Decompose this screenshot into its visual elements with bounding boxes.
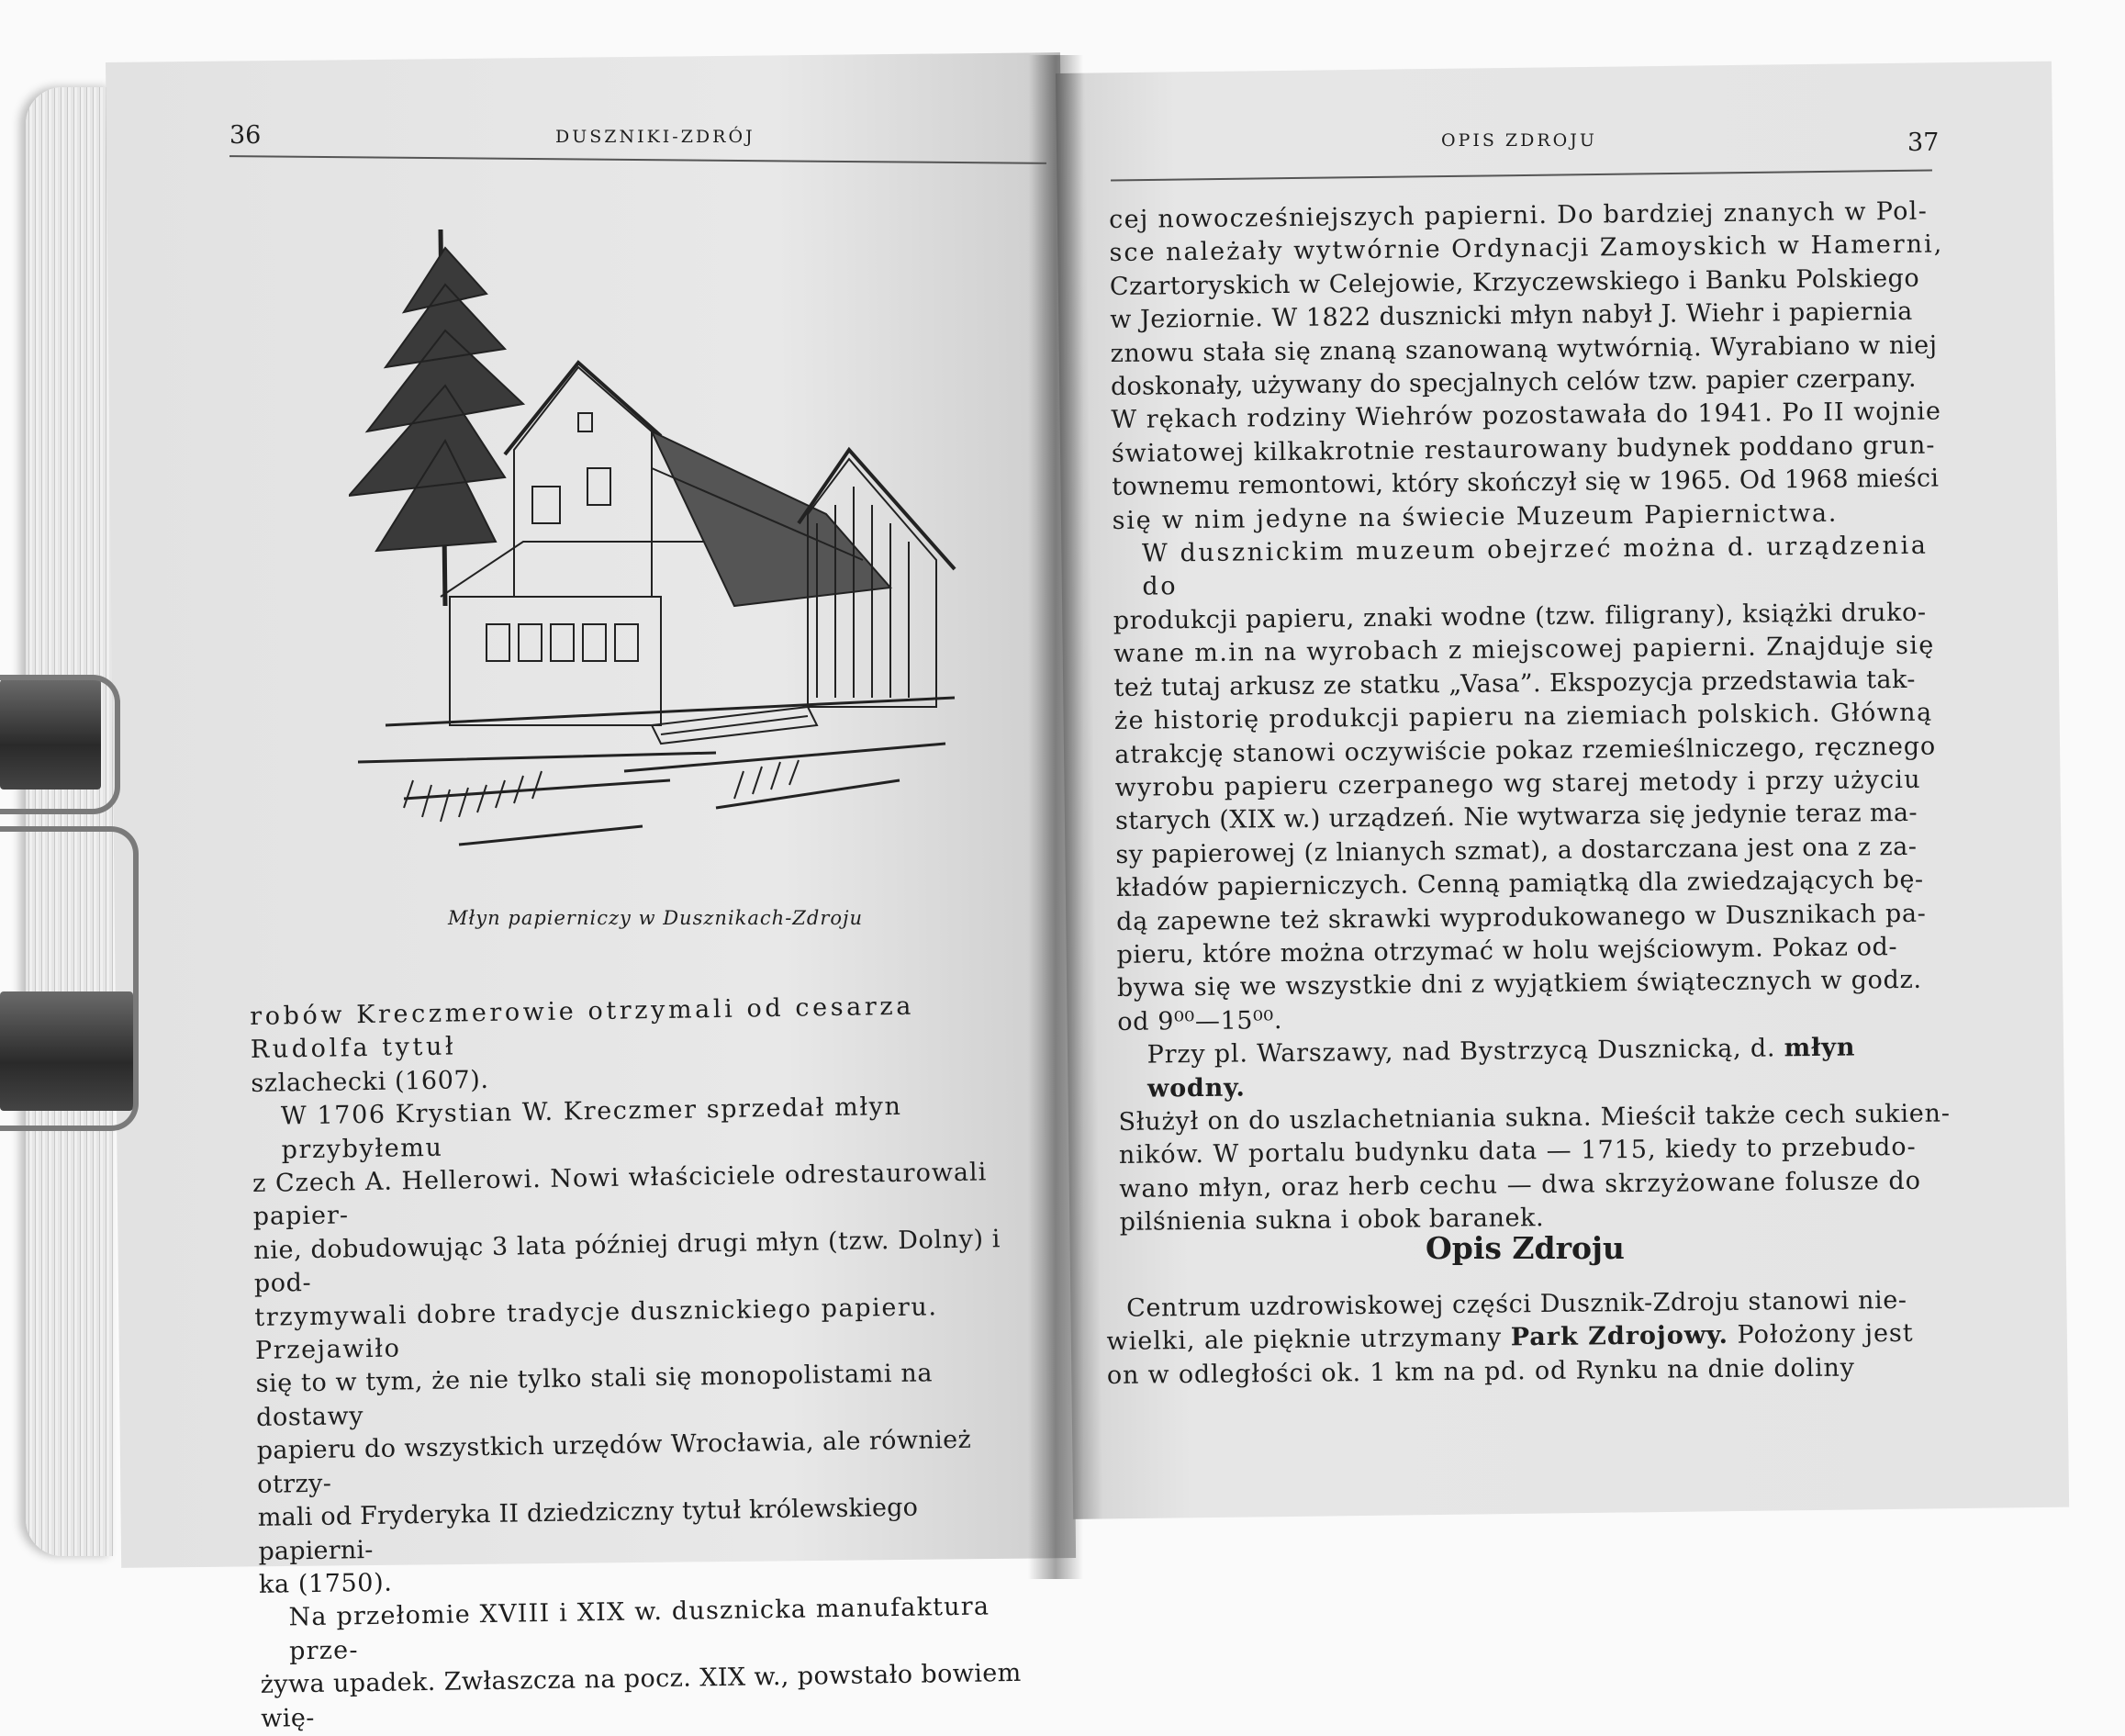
body-line: W dusznickim muzeum obejrzeć można d. urządzenia do [1141,531,1929,602]
body-line: światowej kilkakrotnie restaurowany budynek poddano grun- [1111,431,1936,468]
body-line: się w nim jedyne na świecie Muzeum Papiernictwa. [1112,498,1839,535]
body-line: wyrobu papieru czerpanego wg starej metody i przy użyciu [1114,765,1921,802]
body-line: wano młyn, oraz herb cechu — dwa skrzyżowane folusze do [1119,1166,1922,1204]
body-line: szlachecki (1607). [251,1065,489,1098]
left-running-head: DUSZNIKI-ZDRÓJ [555,127,755,147]
body-line: ka (1750). [258,1568,393,1599]
bold-term-park-zdrojowy: Park Zdrojowy. [1510,1321,1729,1352]
body-line: cej nowocześniejszych papierni. Do bardziej znanych w Pol- [1109,196,1929,234]
body-line: Centrum uzdrowiskowej części Dusznik-Zdroju stanowi nie- [1126,1285,1907,1323]
book-gutter [1028,55,1083,1579]
body-line: townemu remontowi, który skończył się w 1965. Od 1968 mieści [1112,464,1940,502]
body-line: trzymywali dobre tradycje dusznickiego papieru. Przejawiło [254,1292,938,1366]
right-page-number: 37 [1907,129,1940,157]
body-line: pieru, które można otrzymać w holu wejściowym. Pokaz od- [1116,932,1898,969]
body-line: on w odległości ok. 1 km na pd. od Rynku na dnie doliny [1106,1353,1855,1390]
body-line: Czartoryskich w Celejowie, Krzyczewskiego i Banku Polskiego [1109,263,1920,301]
section-body [1106,1283,1942,1393]
body-line: W 1706 Krystian W. Kreczmer sprzedał młyn przybyłemu [280,1092,902,1165]
body-line: robów Kreczmerowie otrzymali od cesarza Rudolfa tytuł [250,991,915,1065]
illustration-caption: Młyn papierniczy w Dusznikach-Zdroju [448,907,864,929]
right-running-head: OPIS ZDROJU [1441,130,1597,151]
body-line: że historię produkcji papieru na ziemiach polskich. Główną [1113,698,1933,736]
body-line: Na przełomie XVIII i XIX w. dusznicka manufaktura prze- [288,1592,990,1666]
body-line: sy papierowej (z lnianych szmat), a dostarczana jest ona z za- [1115,832,1918,869]
body-line: W rękach rodziny Wiehrów pozostawała do 1941. Po II wojnie [1111,397,1942,435]
body-line-part: Położony jest [1737,1319,1914,1350]
left-page-number: 36 [229,121,262,150]
body-line: doskonały, używany do specjalnych celów tzw. papier czerpany. [1110,364,1917,402]
body-line: z Czech A. Hellerowi. Nowi właściciele odrestaurowali papier- [252,1158,988,1232]
page-block-edges [26,87,113,1556]
body-line: ników. W portalu budynku data — 1715, kiedy to przebudo- [1118,1133,1917,1170]
body-line: pilśnienia sukna i obok baranek. [1119,1204,1545,1238]
right-page-body [1109,195,1955,1239]
body-line: produkcji papieru, znaki wodne (tzw. filigrany), książki druko- [1113,598,1927,635]
body-line: dą zapewne też skrawki wyprodukowanego w Dusznikach pa- [1116,899,1927,936]
body-line: też tutaj arkusz ze statku „Vasa”. Ekspozycja przedstawia tak- [1113,665,1916,702]
section-heading: Opis Zdroju [1426,1230,1625,1266]
body-line: kładów papierniczych. Cenną pamiątką dla zwiedzających bę- [1115,865,1924,903]
body-line: bywa się we wszystkie dni z wyjątkiem świątecznych w godz. [1116,966,1922,1003]
body-line: mali od Fryderyka II dziedziczny tytuł królewskiego papierni- [257,1493,919,1566]
body-line: w Jeziornie. W 1822 dusznicki młyn nabył J. Wiehr i papiernia [1110,297,1913,335]
body-line: od 9⁰⁰—15⁰⁰. [1117,1005,1283,1036]
body-line: się to w tym, że nie tylko stali się monopolistami na dostawy [255,1359,934,1432]
left-page-body [250,989,1041,1736]
body-line-part: Przy pl. Warszawy, nad Bystrzycą Dusznicką, d. [1146,1034,1776,1070]
bold-term-mlyn-wodny: młyn wodny. [1146,1033,1856,1103]
body-line: wane m.in na wyrobach z miejscowej papierni. Znajduje się [1113,631,1935,669]
body-line: atrakcję stanowi oczywiście pokaz rzemieślniczego, ręcznego [1114,732,1937,769]
body-line: znowu stała się znaną szanowaną wytwórnią. Wyrabiano w niej [1110,330,1938,368]
paper-mill-illustration [349,211,991,890]
body-line: żywa upadek. Zwłaszcza na pocz. XIX w., powstało bowiem wię- [260,1659,1022,1733]
body-line: papieru do wszystkich urzędów Wrocławia, ale również otrzy- [256,1425,972,1499]
body-line: sce należały wytwórnie Ordynacji Zamoyskich w Hamerni, [1109,230,1944,268]
body-line-part: wielki, ale pięknie utrzymany [1106,1323,1503,1357]
body-line: Służył on do uszlachetniania sukna. Mieścił także cech sukien- [1118,1099,1951,1137]
body-line [1118,1031,1954,1106]
binder-clip-wire-bottom [0,826,139,1131]
body-line: starych (XIX w.) urządzeń. Nie wytwarza się jedynie teraz ma- [1114,799,1918,836]
body-line: nie, dobudowując 3 lata później drugi młyn (tzw. Dolny) i pod- [253,1225,1001,1299]
binder-clip-wire-top [0,675,120,814]
